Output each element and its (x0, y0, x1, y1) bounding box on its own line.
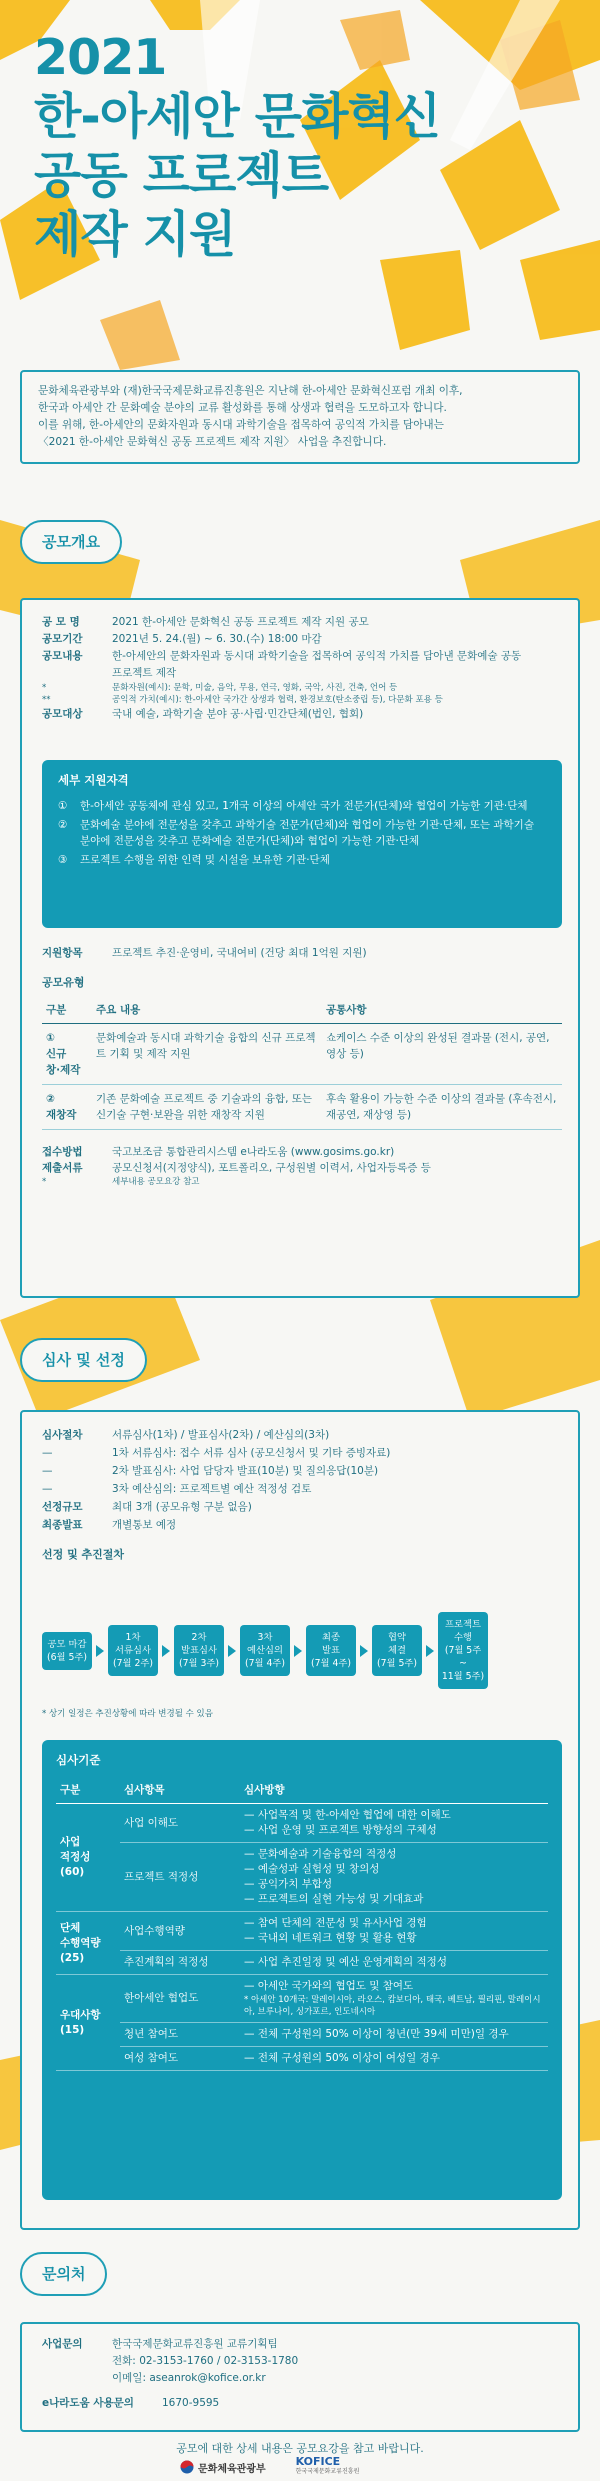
overview-box: 공 모 명 2021 한-아세안 문화혁신 공동 프로젝트 제작 지원 공모 공모기간 2021년 5. 24.(월) ~ 6. 30.(수) 18:00 마감 공모내용 한-아세안의 문화자원과 동시대 과학기술을 접목하여 공익적 가치를 담아낸 문화예술 공동 프로젝트 제작 * 문화자원(예시): 문학, 미술, 음악, 무용, 연극, 영화, 국악, 사진, 건축, 언어 등 ** 공익적 가치(예시): 한-아세안 국가간 상생과 협력, 환경보호(탄소중립 등), 다문화 포용 등 공모대상 국내 예술, 과학기술 분야 공·사립·민간단체(법인, 협회) 세부 지원자격 ① 한-아세안 공동체에 관심 있고, 1개국 이상의 아세안 국가 전문가(단체)와 협업이 가능한 기관·단체 ② 문화예술 분야에 전문성을 갖추고 과학기술 전문가(단체)와 협업이 가능한 기관·단체, 또는 과학기술 분야에 전문성을 갖추고 문화예술 전문가(단체)와 협업이 가능한 기관·단체 ③ 프로젝트 수행을 위한 인력 및 시설을 보유한 기관·단체 지원항목 프로젝트 추진·운영비, 국내여비 (건당 최대 1억원 지원) 공모유형 구분 주요 내용 공통사항 ① 신규 창·제작 문화예술과 동시대 과학기술 융합의 신규 프로젝트 기획 및 제작 지원 쇼케이스 수준 이상의 완성된 결과물 (전시, 공연, 영상 등) ② 재창작 기존 문화예술 프로젝트 중 기술과의 융합, 또는 신기술 구현·보완을 위한 재창작 지원 후속 활용이 가능한 수준 이상의 결과물 (후속전시, 재공연, 재상영 등) 접수방법 국고보조금 통합관리시스템 e나라도움 (www.gosims.go.kr) 제출서류 공모신청서(지정양식), 포트폴리오, 구성원별 이력서, 사업자등록증 등 * 세부내용 공모요강 참고 (20, 598, 580, 1298)
criteria-item: 청년 참여도 (120, 2023, 240, 2047)
field-value: 2021 한-아세안 문화혁신 공동 프로젝트 제작 지원 공모 (112, 616, 369, 628)
table-row (42, 1024, 562, 1085)
docs-note: 세부내용 공모요강 참고 (112, 1177, 200, 1187)
table-header: 심사항목 (120, 1776, 240, 1804)
flow-note: * 상기 일정은 추진상황에 따라 변경될 수 있음 (42, 1709, 213, 1719)
criteria-group: 단체 수행역량 (25) (56, 1912, 120, 1975)
flow-step: 공모 마감 (6월 5주) (42, 1632, 92, 1670)
arrow-icon (96, 1645, 104, 1657)
criteria-heading: 심사기준 (56, 1753, 101, 1767)
type-name: 재창작 (46, 1109, 77, 1121)
note-mark: * (42, 683, 47, 693)
intro-line: 문화체육관광부와 (재)한국국제문화교류진흥원은 지난해 한-아세안 문화혁신포럼 개최 이후, (38, 385, 463, 397)
field-label: 심사절차 (42, 1429, 83, 1441)
flow-step: 2차 발표심사 (7월 3주) (174, 1625, 224, 1676)
arrow-icon (162, 1645, 170, 1657)
criteria-group: 우대사항 (15) (56, 1975, 120, 2071)
eligibility-item: 문화예술 분야에 전문성을 갖추고 과학기술 전문가(단체)와 협업이 가능한 기관·단체, 또는 과학기술 분야에 전문성을 갖추고 문화예술 전문가(단체)와 협업이 가능한 기관·단체 (80, 819, 534, 847)
field-label: 공모대상 (42, 708, 83, 720)
table-row (56, 1843, 548, 1912)
field-value: 국내 예술, 과학기술 분야 공·사립·민간단체(법인, 협회) (112, 708, 364, 720)
kofice-logo: KOFICE 한국국제문화교류진흥원 (295, 2455, 360, 2475)
process-flow (42, 1612, 488, 1689)
phone-value: 02-3153-1760 / 02-3153-1780 (139, 2355, 299, 2367)
note-text: 공익적 가치(예시): 한-아세안 국가간 상생과 협력, 환경보호(탄소중립 등), 다문화 포용 등 (112, 695, 443, 705)
field-value: 프로젝트 추진·운영비, 국내여비 (건당 최대 1억원 지원) (112, 947, 367, 959)
contact-box: 사업문의 한국국제문화교류진흥원 교류기획팀 전화 : 02-3153-1760 / 02-3153-1780 이메일 : aseanrok@kofice.or.kr e나라도움 사용문의 1670-9595 (20, 2322, 580, 2432)
criteria-point: — 참여 단체의 전문성 및 유사사업 경험 (244, 1917, 427, 1929)
criteria-point: — 전체 구성원의 50% 이상이 여성일 경우 (244, 2052, 440, 2064)
table-row (56, 2047, 548, 2071)
table-header: 심사방향 (240, 1776, 548, 1804)
field-value: 한국국제문화교류진흥원 교류기획팀 (112, 2338, 278, 2350)
criteria-point: — 아세안 국가와의 협업도 및 참여도 (244, 1980, 414, 1992)
types-heading: 공모유형 (42, 976, 85, 989)
phone-label: 전화 (112, 2355, 133, 2367)
table-header: 구분 (42, 997, 92, 1024)
field-label: 접수방법 (42, 1146, 83, 1158)
criteria-point: — 공익가치 부합성 (244, 1878, 333, 1890)
hero (0, 0, 600, 370)
field-label: 선정규모 (42, 1501, 83, 1513)
field-label: 공모내용 (42, 650, 83, 662)
flow-step: 1차 서류심사 (7월 2주) (108, 1625, 158, 1676)
types-table (42, 997, 562, 1130)
item-number: ② (58, 819, 68, 831)
type-name: 신규 창·제작 (46, 1048, 81, 1076)
stage-line: 2차 발표심사: 사업 담당자 발표(10분) 및 질의응답(10분) (112, 1465, 379, 1477)
table-row (56, 1912, 548, 1951)
title-line: 한-아세안 문화혁신 (34, 88, 441, 145)
criteria-point: — 전체 구성원의 50% 이상이 청년(만 39세 미만)일 경우 (244, 2028, 509, 2040)
section-heading-contact: 문의처 (20, 2252, 107, 2296)
email-label: 이메일 (112, 2372, 143, 2384)
flow-heading: 선정 및 추진절차 (42, 1548, 125, 1561)
criteria-item: 사업수행역량 (120, 1912, 240, 1951)
criteria-item: 한아세안 협업도 (120, 1975, 240, 2023)
intro-box (20, 370, 580, 464)
intro-line: 한국과 아세안 간 문화예술 분야의 교류 활성화를 통해 상생과 협력을 도모하고자 합니다. (38, 402, 447, 414)
table-row (56, 2023, 548, 2047)
criteria-point: — 사업 추진일정 및 예산 운영계획의 적정성 (244, 1956, 447, 1968)
arrow-icon (360, 1645, 368, 1657)
table-row (56, 1951, 548, 1975)
field-label: 공모기간 (42, 633, 83, 645)
email-link[interactable]: aseanrok@kofice.or.kr (149, 2372, 266, 2384)
field-label: 사업문의 (42, 2338, 83, 2350)
stage-line: 3차 예산심의: 프로젝트별 예산 적정성 검토 (112, 1483, 312, 1495)
note-text: 문화자원(예시): 문학, 미술, 음악, 무용, 연극, 영화, 국악, 사진, 건축, 언어 등 (112, 683, 398, 693)
review-box: 심사절차 서류심사(1차) / 발표심사(2차) / 예산심의(3차) — 1차 서류심사: 접수 서류 심사 (공모신청서 및 기타 증빙자료) — 2차 발표심사: 사업 담당자 발표(10분) 및 질의응답(10분) — 3차 예산심의: 프로젝트별 예산 적정성 검토 선정규모 최대 3개 (공모유형 구분 없음) 최종발표 개별통보 예정 선정 및 추진절차 공모 마감 (6월 5주) 1차 서류심사 (7월 2주) 2차 발표심사 (7월 3주) 3차 예산심의 (7월 4주) 최종 발표 (7월 4주) 협약 체결 (7월 5주) 프로젝트 수행 (7월 5주 ~ 11월 5주) * 상기 일정은 추진상황에 따라 변경될 수 있음 심사기준 구분 심사항목 심사방향 사업 적정성 (60) 사업 이해도 — 사업목적 및 한-아세안 협업에 대한 이해도 — 사업 운영 및 프로젝트 방향성의 구체성 프로젝트 적정성 — 문화예술과 기술융합의 적정성 — 예술성과 실험성 및 창의성 — 공익가치 부합성 — 프로젝트의 실현 가능성 및 기대효과 단체 수행역량 (25) 사업수행역량 — 참여 단체의 전문성 및 유사사업 경험 — 국내외 네트워크 현황 및 활용 현황 추진계획의 적정성 — 사업 추진일정 및 예산 운영계획의 적정성 우대사항 (15) 한아세안 협업도 — 아세안 국가와의 협업도 및 참여도 * 아세안 10개국: 말레이시아, 라오스, 캄보디아, 태국, 베트남, 필리핀, 말레이시아, 브루나이, 싱가포르, 인도네시아 청년 참여도 — 전체 구성원의 50% 이상이 청년(만 39세 미만)일 경우 여성 참여도 — 전체 구성원의 50% 이상이 여성일 경우 (20, 1410, 580, 2230)
note-mark: ** (42, 695, 51, 705)
criteria-point: — 국내외 네트워크 현황 및 활용 현황 (244, 1932, 417, 1944)
flow-step: 3차 예산심의 (7월 4주) (240, 1625, 290, 1676)
table-header: 공통사항 (322, 997, 562, 1024)
criteria-box (42, 1740, 562, 2200)
arrow-icon (228, 1645, 236, 1657)
field-label: e나라도움 사용문의 (42, 2397, 134, 2409)
field-value: 2021년 5. 24.(월) ~ 6. 30.(수) 18:00 마감 (112, 633, 322, 645)
field-value: 공모신청서(지정양식), 포트폴리오, 구성원별 이력서, 사업자등록증 등 (112, 1162, 431, 1174)
field-value: 최대 3개 (공모유형 구분 없음) (112, 1501, 252, 1513)
title-line: 공동 프로젝트 (34, 147, 329, 204)
table-row (42, 1085, 562, 1130)
field-value: 개별통보 예정 (112, 1519, 177, 1531)
eligibility-heading: 세부 지원자격 (58, 773, 129, 787)
table-header: 구분 (56, 1776, 120, 1804)
type-number: ① (46, 1032, 55, 1044)
logo-row (180, 2457, 359, 2477)
eligibility-item: 한-아세안 공동체에 관심 있고, 1개국 이상의 아세안 국가 전문가(단체)와 협업이 가능한 기관·단체 (80, 800, 528, 812)
criteria-detail: * 아세안 10개국: 말레이시아, 라오스, 캄보디아, 태국, 베트남, 필리핀, 말레이시아, 브루나이, 싱가포르, 인도네시아 (244, 1995, 541, 2017)
stage-line: 1차 서류심사: 접수 서류 심사 (공모신청서 및 기타 증빙자료) (112, 1447, 391, 1459)
type-content: 문화예술과 동시대 과학기술 융합의 신규 프로젝트 기획 및 제작 지원 (92, 1024, 322, 1085)
flow-step: 협약 체결 (7월 5주) (372, 1625, 422, 1676)
field-value: 서류심사(1차) / 발표심사(2차) / 예산심의(3차) (112, 1429, 330, 1441)
type-content: 기존 문화예술 프로젝트 중 기술과의 융합, 또는 신기술 구현·보완을 위한 재창작 지원 (92, 1085, 322, 1130)
criteria-point: — 사업목적 및 한-아세안 협업에 대한 이해도 (244, 1809, 451, 1821)
item-number: ③ (58, 854, 68, 866)
criteria-point: — 예술성과 실험성 및 창의성 (244, 1863, 380, 1875)
criteria-group: 사업 적정성 (60) (56, 1804, 120, 1912)
field-label: 지원항목 (42, 947, 83, 959)
arrow-icon (426, 1645, 434, 1657)
criteria-item: 여성 참여도 (120, 2047, 240, 2071)
intro-line: 이를 위해, 한-아세안의 문화자원과 동시대 과학기술을 접목하여 공익적 가치를 담아내는 (38, 419, 444, 431)
field-label: 공 모 명 (42, 616, 80, 628)
table-row (56, 1975, 548, 2023)
type-common: 쇼케이스 수준 이상의 완성된 결과물 (전시, 공연, 영상 등) (322, 1024, 562, 1085)
arrow-icon (294, 1645, 302, 1657)
eligibility-item: 프로젝트 수행을 위한 인력 및 시설을 보유한 기관·단체 (80, 854, 330, 866)
field-value: 1670-9595 (162, 2397, 220, 2409)
criteria-table (56, 1776, 548, 2071)
page-title (34, 28, 440, 264)
criteria-item: 사업 이해도 (120, 1804, 240, 1843)
table-row (56, 1804, 548, 1843)
title-line: 2021 (34, 29, 167, 86)
intro-line: 〈2021 한-아세안 문화혁신 공동 프로젝트 제작 지원〉 사업을 추진합니다. (38, 436, 387, 448)
emblem-icon (180, 2460, 194, 2474)
criteria-point: — 프로젝트의 실현 가능성 및 기대효과 (244, 1893, 424, 1905)
flow-step: 최종 발표 (7월 4주) (306, 1625, 356, 1676)
criteria-point: — 문화예술과 기술융합의 적정성 (244, 1848, 397, 1860)
eligibility-box (42, 760, 562, 928)
field-label: 최종발표 (42, 1519, 83, 1531)
footer-note: 공모에 대한 상세 내용은 공모요강을 참고 바랍니다. (176, 2442, 424, 2455)
criteria-item: 추진계획의 적정성 (120, 1951, 240, 1975)
field-value: 국고보조금 통합관리시스템 e나라도움 (www.gosims.go.kr) (112, 1146, 395, 1158)
type-common: 후속 활용이 가능한 수준 이상의 결과물 (후속전시, 재공연, 재상영 등) (322, 1085, 562, 1130)
section-heading-overview: 공모개요 (20, 520, 122, 564)
flow-step: 프로젝트 수행 (7월 5주 ~ 11월 5주) (438, 1612, 488, 1689)
criteria-point: — 사업 운영 및 프로젝트 방향성의 구체성 (244, 1824, 437, 1836)
mcst-logo: 문화체육관광부 (180, 2460, 266, 2475)
type-number: ② (46, 1093, 55, 1105)
title-line: 제작 지원 (34, 206, 236, 263)
field-label: 제출서류 (42, 1162, 83, 1174)
criteria-item: 프로젝트 적정성 (120, 1843, 240, 1912)
table-header: 주요 내용 (92, 997, 322, 1024)
field-value: 한-아세안의 문화자원과 동시대 과학기술을 접목하여 공익적 가치를 담아낸 문화예술 공동 프로젝트 제작 (112, 650, 522, 679)
section-heading-review: 심사 및 선정 (20, 1338, 147, 1382)
item-number: ① (58, 800, 68, 812)
